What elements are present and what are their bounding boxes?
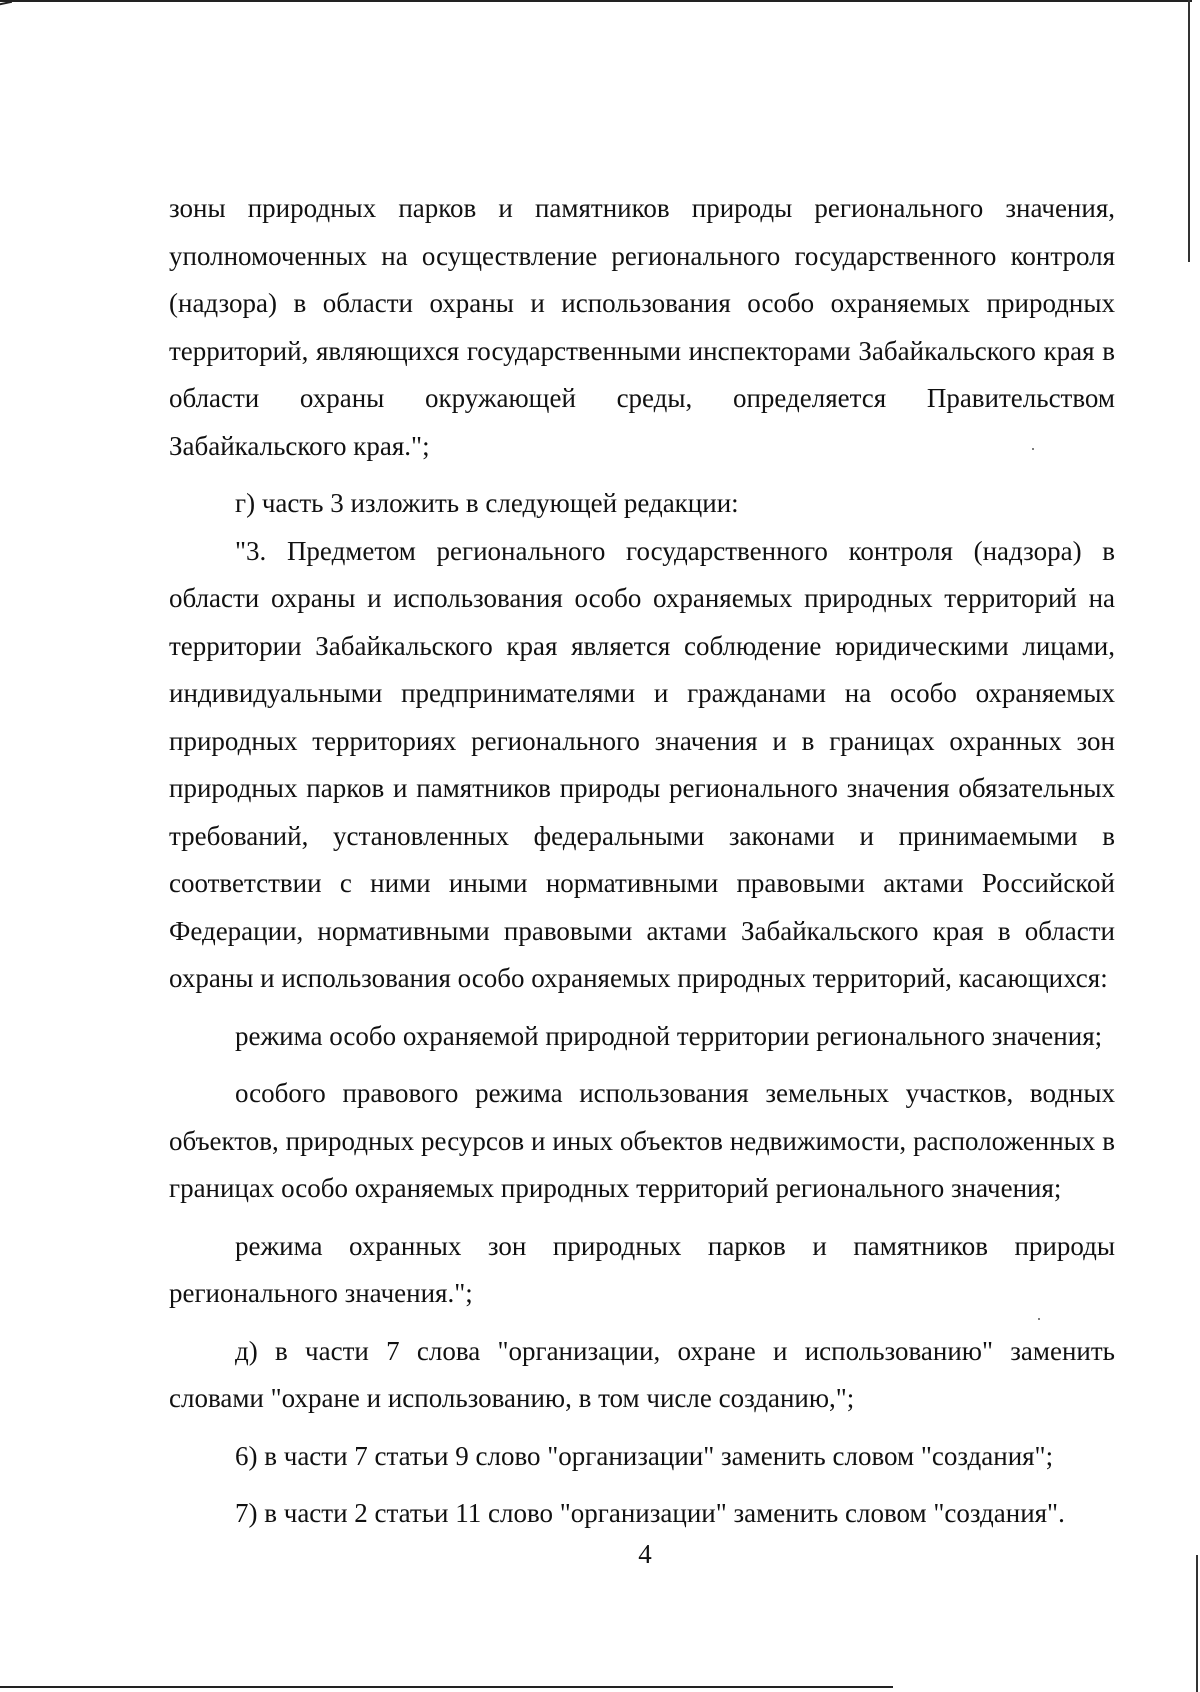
- paragraph-item-g: г) часть 3 изложить в следующей редакции:: [235, 488, 739, 518]
- paragraph-part-3: "3. Предметом регионального государственного контроля (надзора) в области охраны и использования особо охраняемых природных территорий на территории Забайкальского края является соблюдение юридическими лицами, индивидуальными предпринимателями и гражданами на особо охраняемых природных территориях регионального значения и в границах охранных зон природных парков и памятников природы регионального значения обязательных требований, установленных федеральными законами и принимаемыми в соответствии с ними иными нормативными правовыми актами Российской Федерации, нормативными правовыми актами Забайкальского края в области охраны и использования особо охраняемых природных территорий, касающихся:: [169, 535, 1115, 993]
- paragraph-item-7: 7) в части 2 статьи 11 слово "организации" заменить словом "создания".: [235, 1498, 1065, 1528]
- scan-edge-bottom: [0, 1686, 893, 1688]
- paragraph-protected-zones: режима охранных зон природных парков и памятников природы регионального значения.";: [169, 1230, 1115, 1308]
- page-number: 4: [638, 1539, 652, 1569]
- scan-edge-right-lower: [1196, 1555, 1198, 1692]
- paragraph-item-d: д) в части 7 слова "организации, охране и использованию" заменить словами "охране и использованию, в том числе созданию,";: [169, 1335, 1115, 1413]
- scan-edge-right-upper: [1188, 0, 1190, 262]
- document-body: [169, 185, 1115, 1538]
- paragraph-regime: режима особо охраняемой природной территории регионального значения;: [235, 1020, 1103, 1051]
- scan-edge-top: [0, 0, 1192, 2]
- paragraph-continuation: зоны природных парков и памятников природы регионального значения, уполномоченных на осуществление регионального государственного контроля (надзора) в области охраны и использования особо охраняемых природных территорий, являющихся государственными инспекторами Забайкальского края в области охраны окружающей среды, определяется Правительством Забайкальского края.";: [169, 193, 1115, 461]
- scan-edge-corner: [0, 1, 12, 10]
- paragraph-legal-regime: особого правового режима использования земельных участков, водных объектов, природных ресурсов и иных объектов недвижимости, расположенных в границах особо охраняемых природных территорий регионального значения;: [169, 1078, 1115, 1203]
- paragraph-item-6: 6) в части 7 статьи 9 слово "организации" заменить словом "создания";: [235, 1440, 1054, 1471]
